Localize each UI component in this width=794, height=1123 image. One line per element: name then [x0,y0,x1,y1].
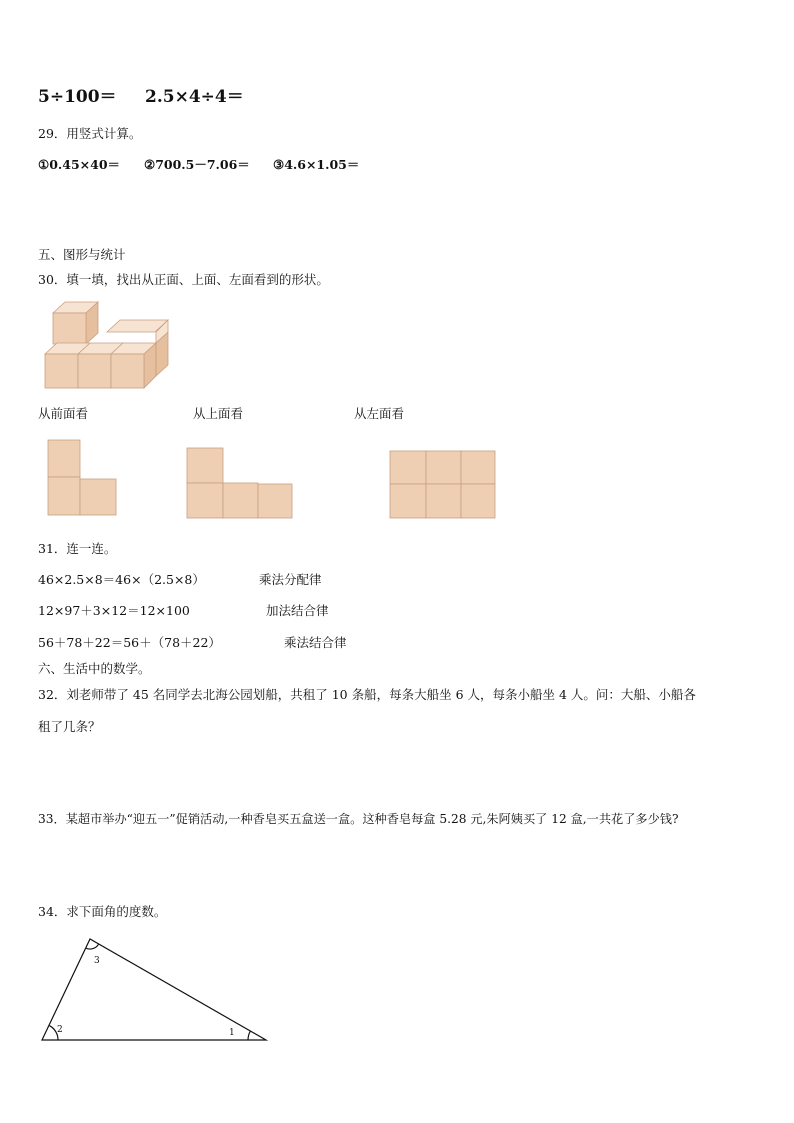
q31-right-1: 乘法分配律 [259,572,322,587]
q29-title: 29．用竖式计算。 [38,126,142,141]
section-6-title: 六、生活中的数学。 [38,661,151,676]
q28-expression-b: 2.5×4÷4＝ [145,87,244,107]
q29-item-1: ①0.45×40＝ [38,157,121,172]
q31-title: 31．连一连。 [38,541,117,556]
q30-front-view-shape [47,439,119,517]
q30-left-view-shape [389,450,497,520]
q30-3d-cube-figure [40,300,175,392]
q31-right-3: 乘法结合律 [284,635,347,650]
q31-left-3: 56＋78＋22＝56＋（78＋22） [38,635,221,650]
q31-left-2: 12×97＋3×12＝12×100 [38,603,190,618]
q30-view-front-label: 从前面看 [38,406,89,421]
q30-top-view-shape [186,447,294,520]
q33-text: 33．某超市举办“迎五一”促销活动,一种香皂买五盒送一盒。这种香皂每盒 5.28 元,朱阿姨买了 12 盒,一共花了多少钱? [38,812,679,826]
q29-item-2: ②700.5－7.06＝ [144,157,250,172]
q29-item-3: ③4.6×1.05＝ [273,157,360,172]
q30-title: 30．填一填，找出从正面、上面、左面看到的形状。 [38,272,329,287]
angle-label-3: 3 [94,956,100,966]
q32-line-2: 租了几条？ [38,719,101,734]
q31-left-1: 46×2.5×8＝46×（2.5×8） [38,572,205,587]
angle-label-2: 2 [57,1025,63,1035]
q34-triangle-figure [38,935,270,1045]
q28-expression-a: 5÷100＝ [38,87,117,107]
cube-top-front [53,313,86,344]
q31-right-2: 加法结合律 [266,603,329,618]
angle-arc-1 [248,1031,250,1040]
q30-view-top-label: 从上面看 [193,406,244,421]
q32-line-1: 32．刘老师带了 45 名同学去北海公园划船，共租了 10 条船，每条大船坐 6 人，每条小船坐 4 人。问：大船、小船各 [38,687,696,702]
angle-label-1: 1 [229,1028,235,1038]
q30-view-left-label: 从左面看 [354,406,405,421]
triangle-outline [42,939,266,1040]
q34-title: 34．求下面角的度数。 [38,904,167,919]
section-5-title: 五、图形与统计 [38,247,126,262]
